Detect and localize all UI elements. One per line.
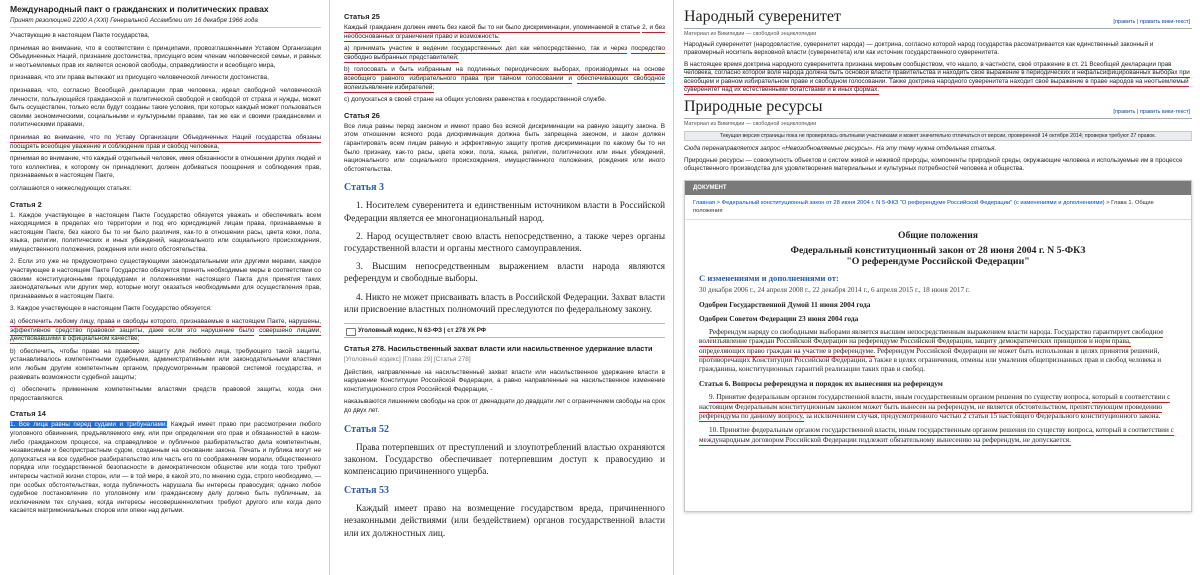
article-6-p10-line1: 10. Принятие федеральным органом государственной власти, иным государственным органом решения по существу вопроса, bbox=[709, 426, 1094, 435]
constitution-article-3-p3: 3. Высшим непосредственным выражением власти народа являются референдум и свободные выборы. bbox=[344, 261, 665, 284]
duma-approval: Одобрен Государственной Думой 11 июня 2004 года bbox=[699, 299, 871, 309]
article-25-intro-line1: Каждый гражданин должен иметь без какой бы то ни было дискриминации, упоминаемой в статье bbox=[344, 24, 641, 31]
article-25-heading: Статья 25 bbox=[344, 12, 380, 21]
middle-documents bbox=[332, 0, 674, 575]
preamble-p4-line1: принимая во внимание, что по Уставу Организации Объединенных Наций государства обязаны bbox=[10, 133, 321, 141]
article-6-p10-line2: который в соответствии с международным договором Российской Федерации подлежит обязательному вынесению на bbox=[699, 426, 1174, 444]
article-2-p1: 1. Каждое участвующее в настоящем Пакте Государство обязуется уважать и обеспечивать всем находящимся в пределах его территории и под его юрисдикцией лицам права, признаваемые в настоящем Пакте, без какого бы то ни было различия, как-то в отношении расы, цвета кожи, пола, языка, религии, политических и иных убеждений, национального или социального происхождения, имущественного положения, рождения или иного обстоятельства. bbox=[10, 211, 321, 253]
wiki-sovereignty-p2-line2: человека, согласно которой воля народа должна быть основой власти правительства и находить своё выражение в периодических и нефальсифицированных выборах при bbox=[684, 69, 1190, 77]
referendum-preamble-rest: Референдум Российской Федерации не может быть использован в целях принятия решений, противоречащих Конституции Российской Федерации, а также в целях ограничения, отмены или умаления общепризнанных прав и свобод человека и гражданина, конституционных гарантий реализации таких прав и свобод. bbox=[699, 346, 1162, 374]
article-6-heading: Статья 6. Вопросы референдума и порядок их вынесения на референдум bbox=[699, 379, 943, 389]
article-2-heading: Статья 2 bbox=[10, 199, 42, 209]
referendum-document-card bbox=[684, 180, 1192, 512]
amendments-heading: С изменениями и дополнениями от: bbox=[699, 272, 839, 283]
constitution-article-3-p1: 1. Носителем суверенитета и единственным источником власти в Российской Федерации является ее многонациональный народ. bbox=[344, 200, 665, 223]
wiki-version-note: Текущая версия страницы пока не проверялась опытными участниками и может значительно отличаться от версии, проверенной 14 октября 2014; проверки требуют 27 правок. bbox=[684, 131, 1192, 141]
wiki-sovereignty-p2 bbox=[684, 61, 1192, 95]
document-tab[interactable]: ДОКУМЕНТ bbox=[685, 181, 1191, 195]
article-25-a-line2: посредство свободно выбранных представителей; bbox=[344, 45, 665, 61]
article-2-p3a bbox=[10, 318, 321, 344]
article-2-p3: 3. Каждое участвующее в настоящем Пакте Государство обязуется: bbox=[10, 305, 212, 313]
referendum-preamble bbox=[699, 328, 1177, 374]
article-6-p10-line3: референдум, не допускается. bbox=[982, 435, 1071, 444]
law-title-line1: Федеральный конституционный закон от 28 июня 2004 г. N 5-ФКЗ bbox=[790, 244, 1086, 256]
article-2-p3b: b) обеспечить, чтобы право на правовую защиту для любого лица, требующего такой защиты, устанавливалось компетентными судебными, административными или законодательными властями или любым другим компетентным органом, предусмотренным правовой системой государства, и развивать возможности судебной защиты; bbox=[10, 347, 321, 381]
article-278-punishment: наказываются лишением свободы на срок от двенадцати до двадцати лет с ограничением свободы на срок до двух лет. bbox=[344, 398, 665, 414]
wiki-sovereignty-p2-line1: В настоящее время доктрина народного суверенитета признана мировым сообществом, что нашло, в частности, своё отражение в ст. 21 Всеобщей декларации прав bbox=[684, 60, 1172, 68]
wiki-sovereignty-title bbox=[684, 8, 1192, 29]
constitution-article-52-text: Права потерпевших от преступлений и злоупотреблений властью охраняются законом. Государство обеспечивает потерпевшим доступ к правосудию и компенсацию причиненного ущерба. bbox=[344, 441, 665, 476]
wiki-resources-p: Природные ресурсы — совокупность объектов и систем живой и неживой природы, компоненты природной среды, окружающие человека и используемые им в процессе общественного производства для удовлетворения материальных и культурных потребностей человека и общества. bbox=[684, 156, 1183, 173]
article-25-a-line1: a) принимать участие в ведении государственных дел как непосредственно, так и через bbox=[344, 45, 628, 53]
wiki-sovereignty-p1: Народный суверенитет (народовластие, суверенитет народа) — доктрина, согласно которой народ государства рассматривается как единственный законный и правомерный носитель верховной власти (суверенитета) или как источник государственного суверенитета. bbox=[684, 41, 1154, 57]
constitution-article-3-heading: Статья 3 bbox=[344, 182, 384, 194]
chapter-heading: Общие положения bbox=[897, 229, 978, 241]
article-25-b-line1: b) голосовать и быть избранным на подлинных периодических выборах, производимых на bbox=[344, 66, 640, 74]
article-278-path: [Уголовный кодекс] [Глава 29] [Статья 278] bbox=[344, 355, 471, 363]
article-26-text: Все лица равны перед законом и имеют право без всякой дискриминации на равную защиту закона. В этом отношении всякого рода дискриминация должна быть запрещена законом, и закон должен гарантировать всем лицам равную и эффективную защиту против дискриминации по какому бы то ни было признаку, как-то расы, цвета кожи, пола, языка, религии, политических или иных убеждений, национального или социального происхождения, имущественного положения, рождения или иного обстоятельства. bbox=[344, 122, 665, 173]
wiki-resources-title-text: Природные ресурсы bbox=[684, 98, 823, 116]
article-2-p3a-line1: a) обеспечить любому лицу, права и свободы которого, признаваемые в настоящем Пакте, bbox=[10, 318, 287, 326]
preamble-p6: соглашаются о нижеследующих статьях: bbox=[10, 184, 132, 192]
article-25-intro-line2: 2, и без необоснованных ограничений право и возможность: bbox=[344, 24, 665, 40]
preamble-p4-line2: поощрять всеобщее уважение и соблюдение прав и свобод человека, bbox=[10, 142, 220, 150]
constitution-article-52-heading: Статья 52 bbox=[344, 423, 389, 435]
preamble-p4 bbox=[10, 134, 321, 151]
preamble-p5: принимая во внимание, что каждый отдельный человек, имея обязанности в отношении других людей и того коллектива, к которому он принадлежит, должен добиваться поощрения и соблюдения прав, признаваемых в настоящем Пакте, bbox=[10, 155, 321, 180]
preamble-intro: Участвующие в настоящем Пакте государства, bbox=[10, 32, 150, 39]
article-6-p9-line2: который в соответствии с настоящим Федеральным конституционным законом может быть вынесен на референдум, не является bbox=[699, 393, 1171, 411]
breadcrumb-law-link[interactable]: Главная > Федеральный конституционный закон от 28 июня 2004 г. N 5-ФКЗ "О референдуме Российской Федерации" (с изменениями и дополнениями) bbox=[693, 199, 1105, 206]
covenant-page bbox=[0, 0, 330, 575]
referendum-preamble-line2: гарантирует свободное волеизъявление граждан Российской Федерации на референдуме Российской Федерации, защиту bbox=[699, 327, 1164, 346]
article-25-b bbox=[344, 66, 665, 92]
article-6-p9-rest: за исключением случая, предусмотренного частью 2 статьи 15 настоящего Федерального конституционного закона. bbox=[805, 412, 1161, 421]
breadcrumb-chapter: > Глава 1. Общие положения bbox=[693, 199, 1154, 214]
selected-text[interactable]: 1. Все лица равны перед судами и трибуналами. bbox=[10, 421, 168, 429]
article-25-b-line2: основе всеобщего равного избирательного права при тайном голосовании и bbox=[344, 66, 665, 82]
article-25-c: c) допускаться в своей стране на общих условиях равенства к государственной службе. bbox=[344, 96, 607, 104]
article-25-a bbox=[344, 45, 665, 62]
article-6-p9 bbox=[699, 393, 1177, 421]
article-6-p10 bbox=[699, 426, 1177, 445]
referendum-preamble-line1: Референдум наряду со свободными выборами является высшим непосредственным выражением власти народа. Государство bbox=[709, 327, 1092, 336]
preamble-p2: признавая, что эти права вытекают из присущего человеческой личности достоинства, bbox=[10, 74, 269, 82]
wiki-sovereignty-p2-line3: всеобщем и равном избирательном праве и свободном голосовании. Также доктрина народного суверенитета находит своё выражение в праве народов на неотъемлемый bbox=[684, 77, 1189, 85]
preamble-p3: признавая, что, согласно Всеобщей декларации прав человека, идеал свободной человеческой личности, пользующейся гражданской и политической свободой и свободой от страха и нужды, может быть осуществлен, только если будут созданы такие условия, при которых каждый может пользоваться своими экономическими, социальными и культурными правами, так же как и своими гражданскими и политическими правами, bbox=[10, 86, 321, 129]
article-25-b-line3: обеспечивающих свободное волеизъявление избирателей; bbox=[344, 74, 666, 91]
constitution-article-53-text: Каждый имеет право на возмещение государством вреда, причиненного незаконными действиями (или бездействием) органов государственной власти или их должностных лиц. bbox=[344, 503, 665, 538]
article-14-heading: Статья 14 bbox=[10, 409, 46, 419]
law-title bbox=[699, 245, 1177, 267]
article-26-heading: Статья 26 bbox=[344, 110, 380, 120]
wiki-resources-edit-link[interactable]: [править | править вики-текст] bbox=[1113, 109, 1190, 116]
wiki-resources-source: Материал из Википедии — свободной энциклопедии bbox=[684, 121, 817, 128]
wiki-sovereignty-edit-link[interactable]: [править | править вики-текст] bbox=[1113, 19, 1190, 25]
preamble-p1: принимая во внимание, что в соответствии с принципами, провозглашенными Уставом Организации Объединенных Наций, признание достоинства, присущего всем членам человеческой семьи, и равных и неотъемлемых прав их является основой свободы, справедливости и всеобщего мира, bbox=[10, 44, 321, 69]
wiki-sovereignty-source: Материал из Википедии — свободной энциклопедии bbox=[684, 31, 817, 37]
constitution-article-3-p4: 4. Никто не может присваивать власть в Российской Федерации. Захват власти или присвоение властных полномочий преследуются по федеральному закону. bbox=[344, 291, 665, 314]
wiki-resources-title bbox=[684, 98, 1192, 119]
wiki-sovereignty-title-text: Народный суверенитет bbox=[684, 8, 841, 25]
wiki-redirect-note: Сюда перенаправляется запрос «Невозобновляемые ресурсы». На эту тему нужна отдельная статья. bbox=[684, 145, 997, 153]
article-6-p9-line3: обстоятельством, препятствующим проведению референдума по данному вопросу, bbox=[699, 402, 1163, 421]
breadcrumb bbox=[685, 195, 1191, 220]
covenant-title: Международный пакт о гражданских и политических правах bbox=[10, 4, 269, 14]
article-2-p3a-line2: нарушены, эффективное средство правовой защиты, даже если это нарушение было bbox=[10, 318, 321, 334]
document-body bbox=[685, 220, 1191, 454]
article-6-p9-line1: 9. Принятие федеральным органом государственной власти, иным государственным органом решения по существу вопроса, bbox=[709, 393, 1091, 402]
article-2-p3a-line3: совершено лицами, действовавшими в официальном качестве; bbox=[10, 326, 321, 343]
article-278-heading: Статья 278. Насильственный захват власти или насильственное удержание власти bbox=[344, 343, 653, 353]
article-14-p1-rest: Каждый имеет право при рассмотрении любого уголовного обвинения, предъявляемого ему, или при определении его прав и обязанностей в каком-либо гражданском процессе, на справедливое и публичное разбирательство дела компетентным, независимым и беспристрастным судом, созданным на основании закона. Печать и публика могут не допускаться на все судебное разбирательство или часть его по соображениям морали, общественного порядка или государственной безопасности в демократическом обществе или когда того требуют интересы частной жизни сторон, или — в той мере, в какой это, по мнению суда, строго необходимо, — при особых обстоятельствах, когда публичность нарушала бы интересы правосудия; однако любое судебное постановление по уголовному или гражданскому делу должно быть публичным, за исключением тех случаев, когда интересы несовершеннолетних требуют другого или когда дело касается матримониальных споров или опеки над детьми. bbox=[10, 421, 321, 515]
law-title-line2: "О референдуме Российской Федерации" bbox=[846, 255, 1030, 267]
referendum-preamble-line3: демократических принципов и норм права, определяющих право граждан на участие в референдуме. bbox=[699, 337, 1131, 355]
article-2-p3c: c) обеспечить применение компетентными властями средств правовой защиты, когда они предоставляются. bbox=[10, 386, 321, 402]
constitution-article-53-heading: Статья 53 bbox=[344, 485, 389, 497]
constitution-article-3-p2: 2. Народ осуществляет свою власть непосредственно, а также через органы государственной власти и органы местного самоуправления. bbox=[344, 230, 665, 253]
codex-breadcrumb[interactable]: Уголовный кодекс, N 63-ФЗ | ст 278 УК РФ bbox=[344, 323, 665, 338]
right-documents bbox=[676, 0, 1200, 575]
article-2-p2: 2. Если это уже не предусмотрено существующими законодательными или другими мерами, каждое участвующее в настоящем Пакте Государство обязуется принять необходимые меры в соответствии со своими конституционными процедурами и положениями настоящего Пакта для принятия таких законодательных или других мер, которые могут оказаться необходимыми для осуществления прав, признаваемых в настоящем Пакте. bbox=[10, 258, 321, 300]
council-approval: Одобрен Советом Федерации 23 июня 2004 года bbox=[699, 313, 859, 323]
covenant-adopted: Принят резолюцией 2200 A (XXI) Генеральной Ассамблеи от 16 декабря 1966 года bbox=[10, 17, 321, 28]
wiki-sovereignty-p2-line4: суверенитет над их естественными богатствами и в иных формах. bbox=[684, 86, 880, 94]
amendment-dates: 30 декабря 2006 г., 24 апреля 2008 г., 22 декабря 2014 г., 6 апреля 2015 г., 18 июня 2017 г. bbox=[699, 285, 970, 294]
article-14-p1 bbox=[10, 421, 321, 516]
article-278-text: Действия, направленные на насильственный захват власти или насильственное удержание власти в нарушение Конституции Российской Федерации, а равно направленные на насильственное изменение конституционного строя Российской Федерации, - bbox=[344, 368, 665, 393]
article-25-intro bbox=[344, 24, 665, 41]
